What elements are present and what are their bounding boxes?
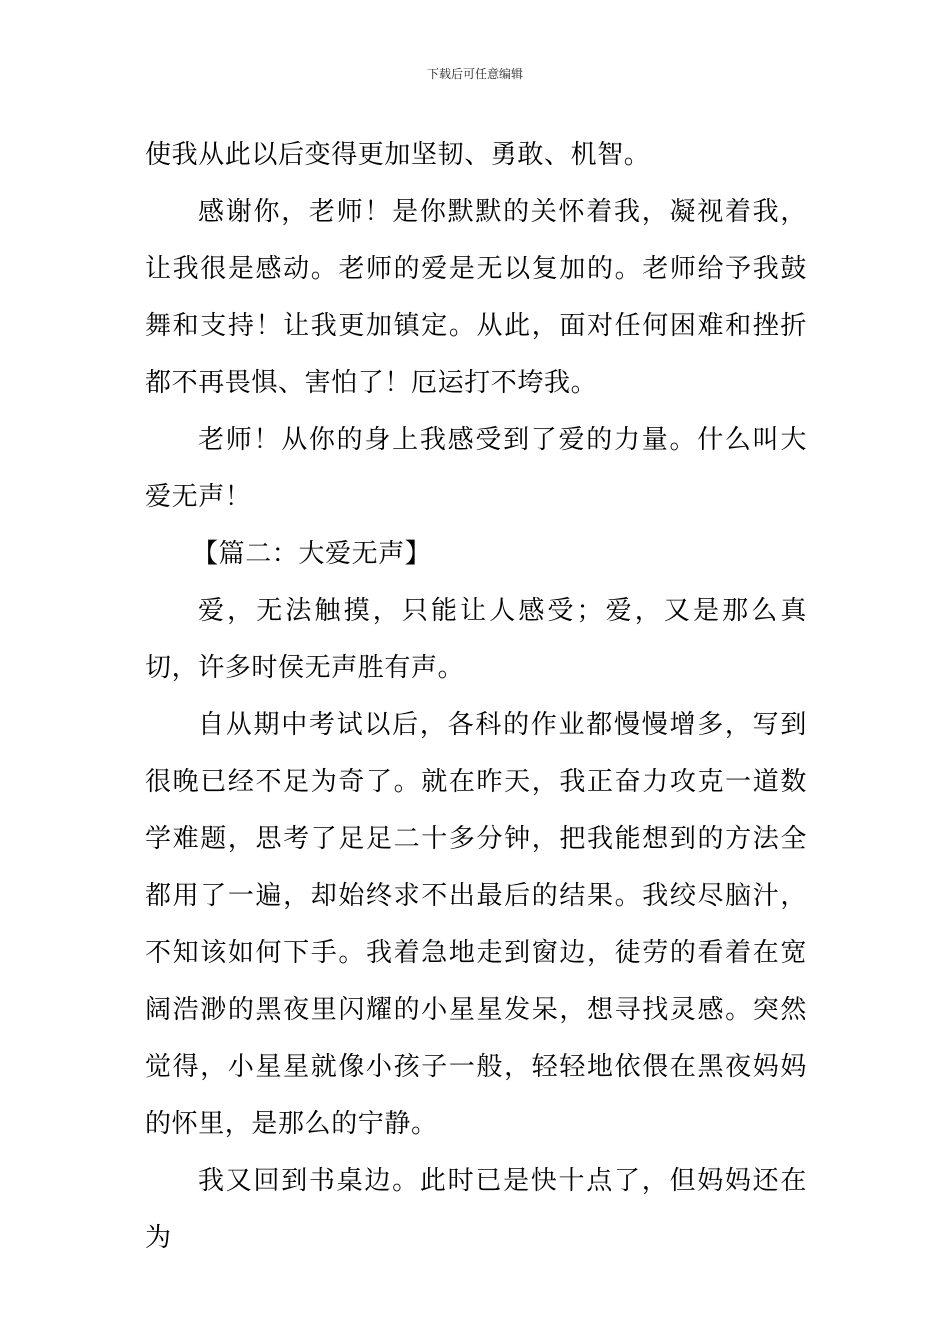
- paragraph-love-intro: 爱，无法触摸，只能让人感受；爱，又是那么真切，许多时侯无声胜有声。: [145, 596, 807, 683]
- paragraph-power-of-love: 老师！从你的身上我感受到了爱的力量。什么叫大爱无声！: [145, 425, 807, 512]
- paragraph-continuation: 使我从此以后变得更加坚韧、勇敢、机智。: [145, 140, 651, 170]
- page-header: 下载后可任意编辑: [426, 67, 523, 81]
- document-body: [145, 127, 807, 1267]
- section-heading: 【篇二：大爱无声】: [192, 539, 432, 569]
- paragraph-thanks-teacher: 感谢你，老师！是你默默的关怀着我，凝视着我，让我很是感动。老师的爱是无以复加的。老师给予我鼓舞和支持！让我更加镇定。从此，面对任何困难和挫折都不再畏惧、害怕了！厄运打不垮我。: [145, 197, 807, 398]
- paragraph-back-to-desk: 我又回到书桌边。此时已是快十点了，但妈妈还在为: [145, 1166, 807, 1253]
- paragraph-homework-story: 自从期中考试以后，各科的作业都慢慢增多，写到很晚已经不足为奇了。就在昨天，我正奋力攻克一道数学难题，思考了足足二十多分钟，把我能想到的方法全都用了一遍，却始终求不出最后的结果。我绞尽脑汁，不知该如何下手。我着急地走到窗边，徒劳的看着在宽阔浩渺的黑夜里闪耀的小星星发呆，想寻找灵感。突然觉得，小星星就像小孩子一般，轻轻地依偎在黑夜妈妈的怀里，是那么的宁静。: [145, 710, 807, 1139]
